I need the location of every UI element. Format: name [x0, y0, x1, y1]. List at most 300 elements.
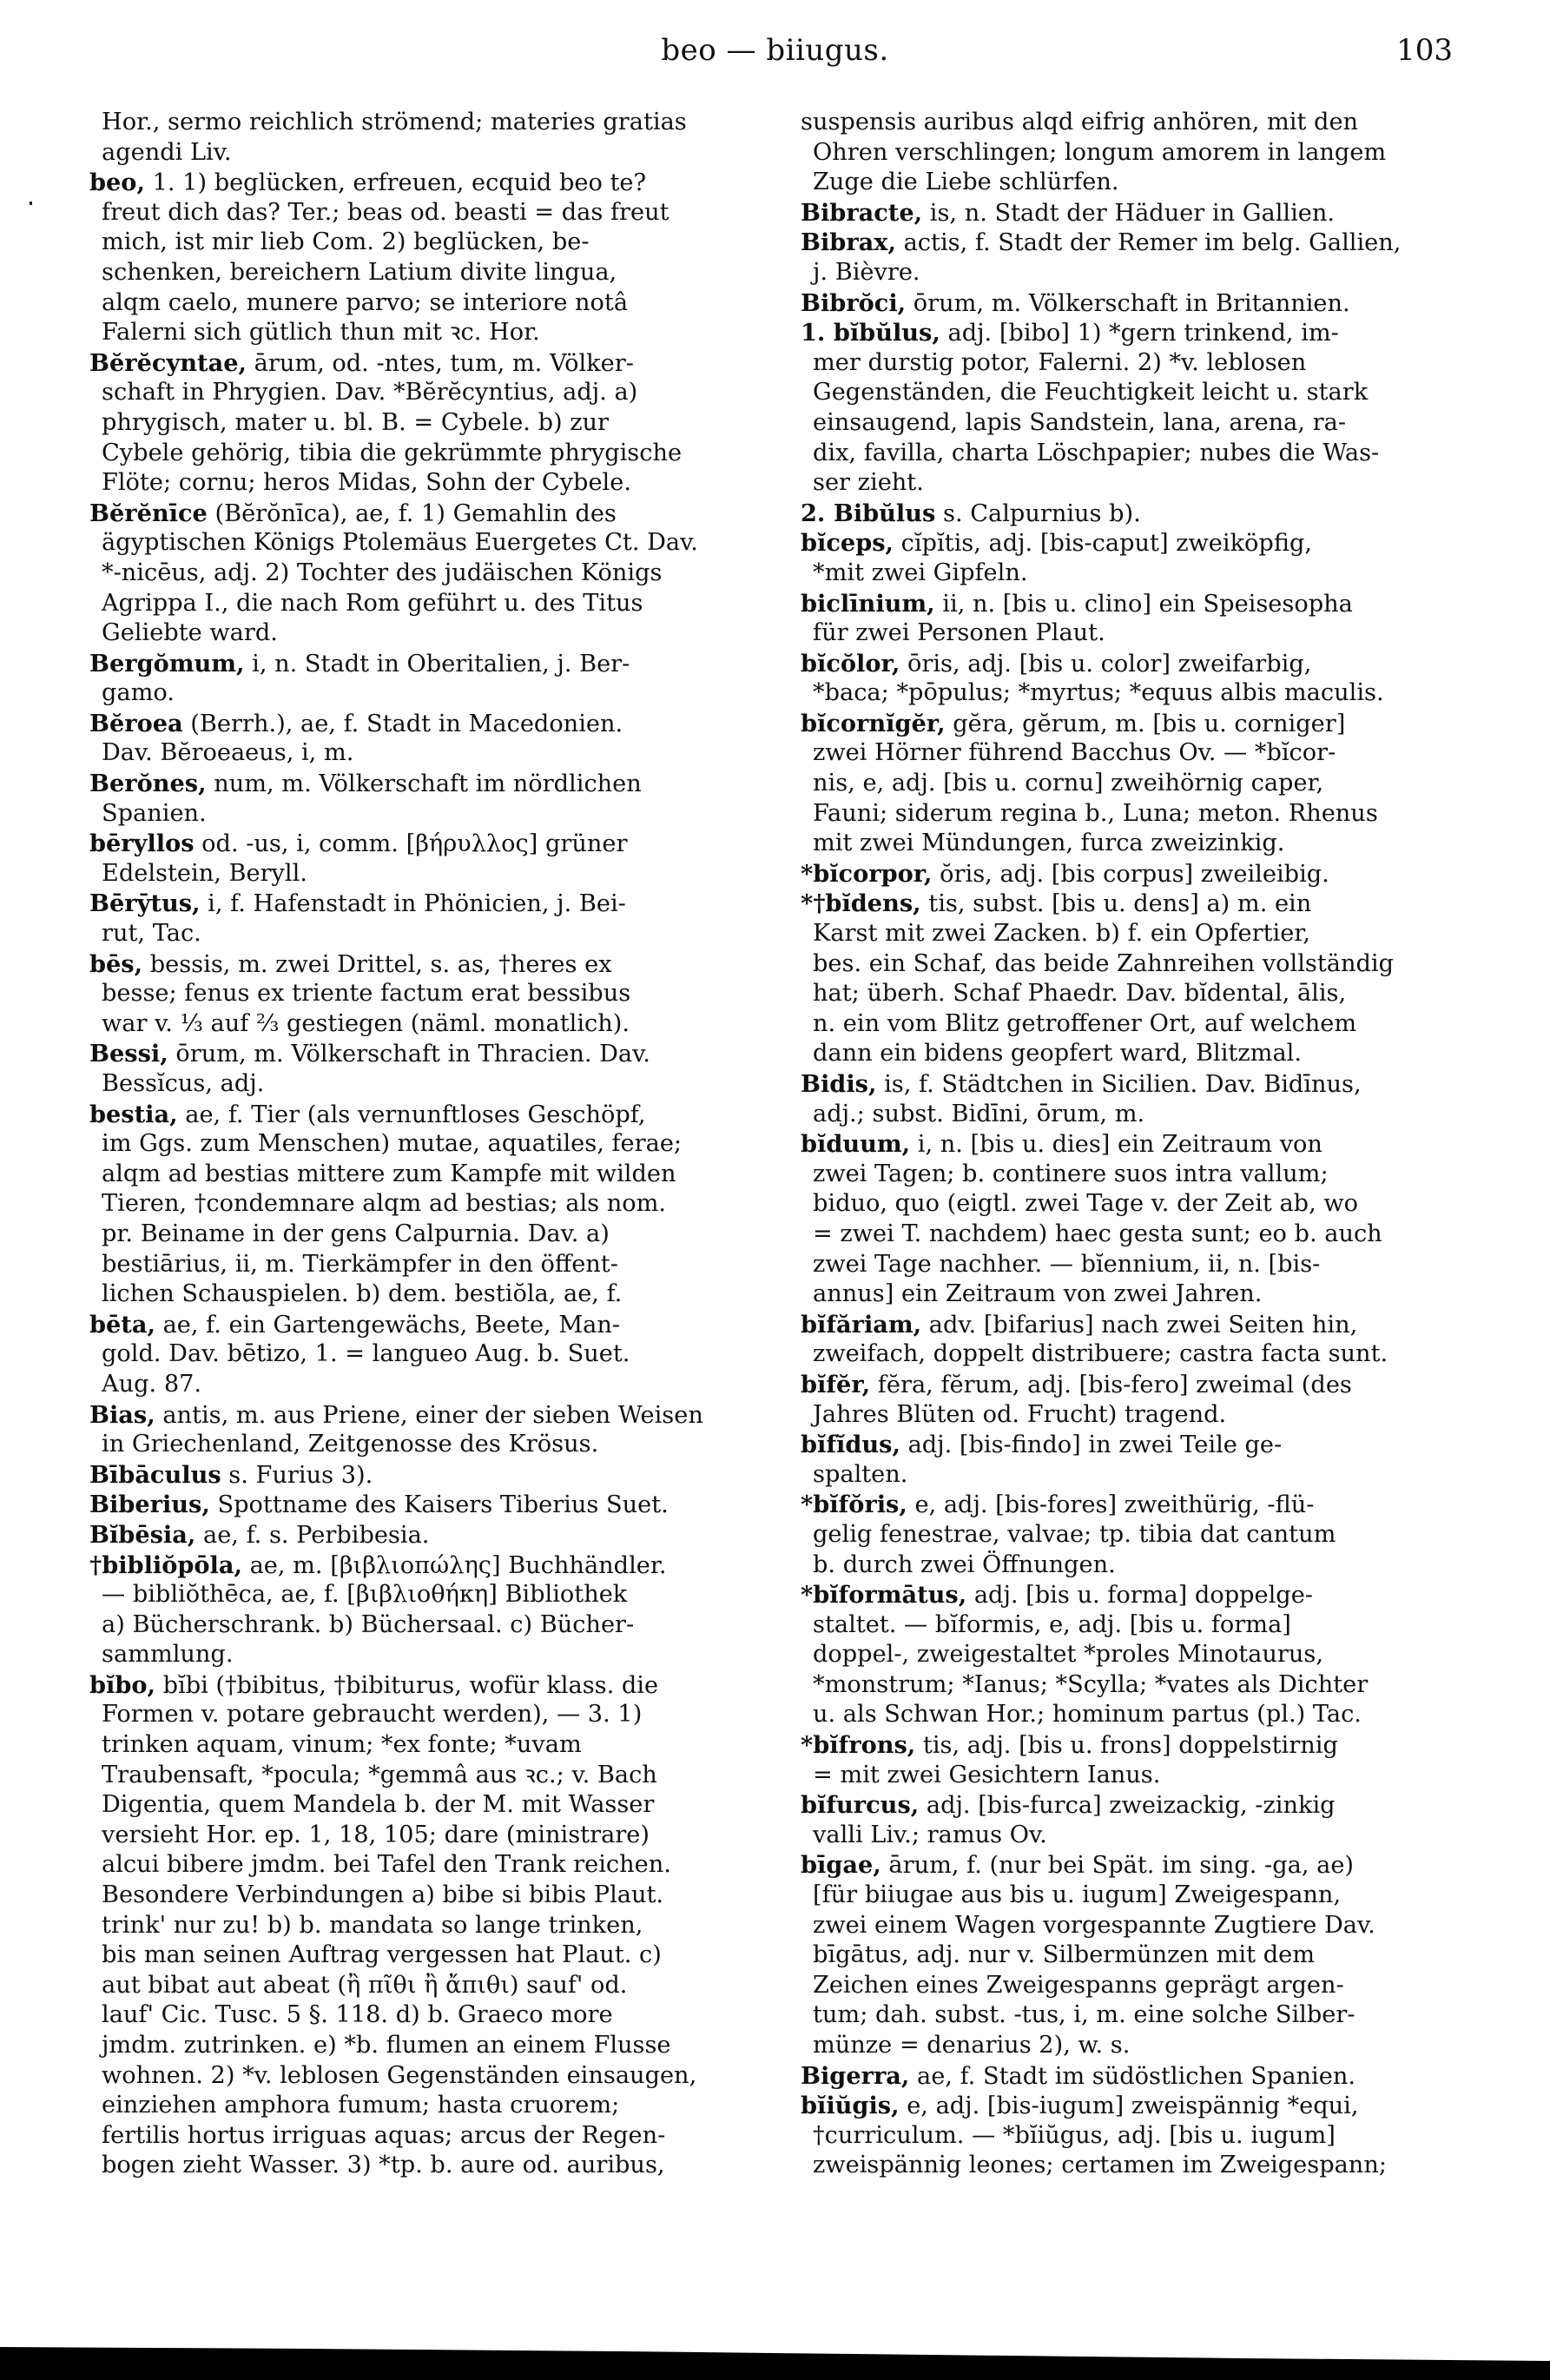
entry-text-line — [801, 1039, 1478, 1069]
headword: bĭfăriam, — [801, 1310, 922, 1339]
headword: bēs, — [89, 949, 143, 978]
headword: 1. bĭbŭlus, — [801, 319, 940, 347]
entry-text: *monstrum; *Ianus; *Scylla; *vates als Dichter — [813, 1670, 1369, 1698]
entry-text: Falerni sich gütlich thun mit ꝛc. Hor. — [102, 319, 540, 347]
headword: Bĕrĕnīce — [89, 499, 208, 527]
page-number: 103 — [1396, 33, 1453, 68]
entry-text: Cybele gehörig, tibia die gekrümmte phrygische — [102, 439, 683, 466]
entry-text: j. Bièvre. — [813, 258, 920, 286]
entry-text: ŏris, adj. [bis corpus] zweileibig. — [932, 860, 1329, 888]
entry-text-line — [801, 2121, 1478, 2152]
entry-text: bīgātus, adj. nur v. Silbermünzen mit dem — [813, 1941, 1315, 1969]
entry-text-line — [89, 258, 767, 288]
entry-text-line — [89, 1430, 767, 1460]
entry-text-line — [801, 1761, 1478, 1791]
entry-text: gold. Dav. bētizo, 1. = langueo Aug. b. Suet. — [102, 1340, 630, 1368]
headword: *bĭcorpor, — [801, 859, 933, 888]
headword: Bigerra, — [801, 2061, 910, 2090]
entry-headword-line — [801, 288, 1478, 319]
entry-text: Bessĭcus, adj. — [102, 1070, 265, 1097]
headword: Bĕrĕcyntae, — [89, 348, 247, 377]
entry-text: bessis, m. zwei Drittel, s. as, †heres ex — [142, 950, 612, 978]
entry-text: Aug. 87. — [102, 1370, 202, 1398]
entry-text: Digentia, quem Mandela b. der M. mit Wasser — [102, 1791, 655, 1819]
entry-text-line — [801, 2031, 1478, 2061]
entry-text: Karst mit zwei Zacken. b) f. ein Opfertier, — [813, 920, 1310, 948]
entry-text-line — [801, 1971, 1478, 2001]
headword: Bĕroea — [89, 709, 183, 737]
entry-text: (Berrh.), ae, f. Stadt in Macedonien. — [182, 710, 623, 737]
entry-text-line — [801, 979, 1478, 1009]
headword: 2. Bibŭlus — [801, 499, 936, 527]
entry-text-line — [801, 1911, 1478, 1941]
entry-text-line — [89, 108, 767, 138]
entry-text-line — [89, 1761, 767, 1791]
entry-headword-line — [801, 1069, 1478, 1100]
entry-text: n. ein vom Blitz getroffener Ort, auf welchem — [813, 1009, 1357, 1037]
entry-text: Tieren, †condemnare alqm ad bestias; als nom. — [102, 1190, 667, 1218]
headword: bĭfĭdus, — [801, 1431, 900, 1459]
entry-text: e, adj. [bis-fores] zweithürig, -flü- — [907, 1491, 1315, 1519]
scan-edge-shadow — [0, 2347, 1550, 2380]
entry-text-line — [89, 1700, 767, 1730]
entry-text: Zeichen eines Zweigespanns geprägt argen- — [813, 1971, 1344, 1999]
entry-text-line — [89, 198, 767, 228]
entry-text: besse; fenus ex triente factum erat bessibus — [102, 980, 631, 1008]
entry-text: Spottname des Kaisers Tiberius Suet. — [209, 1491, 669, 1519]
entry-headword-line — [89, 1400, 767, 1431]
entry-headword-line — [89, 1550, 767, 1581]
entry-text: ārum, od. -ntes, tum, m. Völker- — [246, 349, 634, 377]
entry-text: †curriculum. — *bĭiŭgus, adj. [bis u. iugum] — [813, 2121, 1336, 2149]
entry-text: ägyptischen Königs Ptolemäus Euergetes Ct. Dav. — [102, 529, 698, 557]
entry-text-line — [89, 559, 767, 589]
entry-text: ii, n. [bis u. clino] ein Speisesopha — [934, 590, 1353, 618]
entry-text-line — [801, 1640, 1478, 1670]
entry-text: Jahres Blüten od. Frucht) tragend. — [813, 1400, 1227, 1428]
entry-text: adv. [bifarius] nach zwei Seiten hin, — [921, 1311, 1358, 1339]
entry-text: schenken, bereichern Latium divite lingua, — [102, 258, 617, 286]
entry-text: ārum, f. (nur bei Spät. im sing. -ga, ae) — [881, 1852, 1355, 1880]
entry-headword-line — [801, 1580, 1478, 1610]
entry-text: ae, f. Tier (als vernunftloses Geschöpf, — [177, 1101, 646, 1128]
headword: beo, — [89, 169, 145, 197]
entry-text: actis, f. Stadt der Remer im belg. Gallien, — [895, 229, 1402, 257]
entry-text: biduo, quo (eigtl. zwei Tage v. der Zeit ab, wo — [813, 1190, 1359, 1218]
entry-text: dann ein bidens geopfert ward, Blitzmal. — [813, 1040, 1302, 1068]
entry-text: gamo. — [102, 679, 175, 707]
entry-text: aut bibat aut abeat (ἢ πῖθι ἢ ἄπιθι) sauf' od. — [102, 1971, 628, 1999]
entry-text-line — [89, 1220, 767, 1250]
entry-text: ōrum, m. Völkerschaft in Britannien. — [906, 289, 1350, 317]
headword: bĭfĕr, — [801, 1370, 871, 1398]
headword: *bĭfrons, — [801, 1731, 916, 1760]
entry-headword-line — [89, 829, 767, 859]
entry-text-line — [89, 468, 767, 499]
headword: bĭbo, — [89, 1670, 155, 1699]
entry-text: adj. [bibo] 1) *gern trinkend, im- — [940, 320, 1339, 347]
entry-text: mich, ist mir lieb Com. 2) beglücken, be- — [102, 228, 590, 256]
entry-text: Ohren verschlingen; longum amorem in langem — [813, 138, 1387, 166]
entry-text-line — [801, 1940, 1478, 1971]
entry-text-line — [801, 559, 1478, 589]
entry-text: rut, Tac. — [102, 920, 201, 948]
entry-text-line — [89, 1610, 767, 1641]
entry-text-line — [89, 1821, 767, 1851]
headword: †bibliŏpōla, — [89, 1550, 242, 1579]
headword: biclīnium, — [801, 589, 935, 618]
entry-text: mit zwei Mündungen, furca zweizinkig. — [813, 830, 1285, 857]
entry-headword-line — [89, 769, 767, 799]
entry-text-line — [801, 1460, 1478, 1491]
headword: bĭfurcus, — [801, 1791, 920, 1820]
entry-text: u. als Schwan Hor.; hominum partus (pl.) Tac. — [813, 1701, 1362, 1729]
headword: Bērȳtus, — [89, 889, 201, 918]
entry-text-line — [801, 1550, 1478, 1581]
entry-text: zwei Hörner führend Bacchus Ov. — *bĭcor- — [813, 739, 1336, 767]
entry-text-line — [89, 1940, 767, 1971]
entry-text: mer durstig potor, Falerni. 2) *v. leblosen — [813, 348, 1307, 376]
entry-headword-line — [801, 1370, 1478, 1400]
margin-mark — [30, 202, 32, 205]
entry-text: doppel-, zweigestaltet *proles Minotaurus, — [813, 1641, 1323, 1669]
entry-text: annus] ein Zeitraum von zwei Jahren. — [813, 1280, 1263, 1308]
entry-text: wohnen. 2) *v. leblosen Gegenständen einsaugen, — [102, 2061, 697, 2089]
entry-text: versieht Hor. ep. 1, 18, 105; dare (ministrare) — [102, 1821, 650, 1848]
entry-text-line — [89, 138, 767, 169]
entry-text: war v. ⅓ auf ⅔ gestiegen (näml. monatlich). — [102, 1009, 630, 1037]
entry-text: phrygisch, mater u. bl. B. = Cybele. b) zur — [102, 408, 610, 436]
entry-text: b. durch zwei Öffnungen. — [813, 1550, 1116, 1578]
entry-text-line — [801, 1250, 1478, 1280]
entry-text: = zwei T. nachdem) haec gesta sunt; eo b. auch — [813, 1220, 1382, 1247]
entry-text-line — [801, 1100, 1478, 1130]
entry-text-line — [801, 2151, 1478, 2181]
entry-text-line — [89, 979, 767, 1009]
entry-text-line — [801, 1520, 1478, 1550]
entry-text-line — [801, 678, 1478, 709]
headword: bestia, — [89, 1100, 178, 1128]
entry-text: zwei Tage nachher. — bĭennium, ii, n. [bis- — [813, 1250, 1321, 1278]
entry-text: Geliebte ward. — [102, 619, 278, 647]
entry-text: sammlung. — [102, 1641, 234, 1669]
entry-text: alqm caelo, munere parvo; se interiore notâ — [102, 288, 629, 316]
entry-headword-line — [801, 889, 1478, 919]
entry-text: suspensis auribus alqd eifrig anhören, mit den — [801, 109, 1359, 136]
headword: bĭcornĭgĕr, — [801, 709, 946, 737]
entry-text-line — [89, 1189, 767, 1220]
entry-text: — bibliŏthēca, ae, f. [βιβλιοθήκη] Bibliothek — [102, 1581, 628, 1609]
entry-headword-line — [801, 528, 1478, 559]
entry-text: Flöte; cornu; heros Midas, Sohn der Cybele. — [102, 469, 631, 497]
entry-headword-line — [89, 168, 767, 198]
entry-headword-line — [801, 859, 1478, 889]
entry-text-line — [89, 2031, 767, 2061]
entry-text: bĭbi (†bibitus, †bibiturus, wofür klass. die — [155, 1671, 659, 1699]
entry-text: i, n. Stadt in Oberitalien, j. Ber- — [244, 650, 630, 678]
entry-text: schaft in Phrygien. Dav. *Bĕrĕcyntius, adj. a) — [102, 379, 638, 407]
entry-text: od. -us, i, comm. [βήρυλλος] grüner — [194, 830, 628, 858]
headword: Bibrŏci, — [801, 288, 907, 317]
entry-text-line — [89, 618, 767, 649]
headword: Bĭbēsia, — [89, 1520, 196, 1549]
entry-text: Agrippa I., die nach Rom geführt u. des Titus — [102, 589, 643, 617]
entry-text: nis, e, adj. [bis u. cornu] zweihörnig caper, — [813, 770, 1324, 797]
entry-headword-line — [801, 649, 1478, 679]
entry-text-line — [801, 1881, 1478, 1911]
entry-headword-line — [89, 1100, 767, 1130]
entry-text: adj. [bis u. forma] doppelge- — [966, 1582, 1313, 1610]
entry-text: bestiārius, ii, m. Tierkämpfer in den öffent- — [102, 1250, 618, 1278]
entry-headword-line — [801, 2091, 1478, 2121]
entry-text: in Griechenland, Zeitgenosse des Krösus. — [102, 1431, 599, 1458]
entry-text: zweifach, doppelt distribuere; castra facta sunt. — [813, 1340, 1388, 1368]
headword: Bessi, — [89, 1040, 168, 1068]
entry-headword-line — [801, 198, 1478, 228]
entry-text-line — [89, 589, 767, 619]
entry-text-line — [89, 1640, 767, 1670]
entry-text: Dav. Bĕroeaeus, i, m. — [102, 739, 354, 767]
entry-text: münze = denarius 2), w. s. — [813, 2032, 1131, 2059]
entry-headword-line — [89, 1490, 767, 1520]
entry-text: s. Calpurnius b). — [935, 499, 1141, 527]
entry-text-line — [801, 348, 1478, 379]
entry-headword-line — [89, 348, 767, 379]
entry-text: lichen Schauspielen. b) dem. bestiŏla, ae, f. — [102, 1280, 623, 1308]
entry-text: trink' nur zu! b) b. mandata so lange trinken, — [102, 1911, 643, 1939]
entry-text: Besondere Verbindungen a) bibe si bibis Plaut. — [102, 1881, 664, 1909]
entry-text: i, n. [bis u. dies] ein Zeitraum von — [910, 1131, 1322, 1159]
entry-text: is, f. Städtchen in Sicilien. Dav. Bidīnus, — [876, 1071, 1362, 1098]
entry-text-line — [801, 468, 1478, 499]
entry-text-line — [801, 1821, 1478, 1851]
entry-text: gĕra, gĕrum, m. [bis u. corniger] — [945, 710, 1346, 737]
entry-text-line — [801, 618, 1478, 649]
entry-text-line — [801, 829, 1478, 859]
entry-text: ōris, adj. [bis u. color] zweifarbig, — [900, 650, 1312, 678]
entry-text: ae, f. Stadt im südöstlichen Spanien. — [909, 2062, 1355, 2090]
entry-headword-line — [801, 709, 1478, 739]
page-header — [0, 33, 1550, 76]
entry-text-line — [801, 1610, 1478, 1641]
headword: *bĭfŏris, — [801, 1491, 907, 1519]
entry-headword-line — [89, 1039, 767, 1069]
entry-text-line — [89, 1971, 767, 2001]
entry-text: lauf' Cic. Tusc. 5 §. 118. d) b. Graeco more — [102, 2001, 613, 2029]
entry-text: cĭpĭtis, adj. [bis-caput] zweiköpfig, — [893, 530, 1313, 558]
entry-text-line — [89, 378, 767, 408]
entry-text: Spanien. — [102, 799, 207, 827]
entry-text: zwei einem Wagen vorgespannte Zugtiere Dav. — [813, 1911, 1375, 1939]
entry-text: fĕra, fĕrum, adj. [bis-fero] zweimal (des — [870, 1371, 1352, 1398]
entry-text: Zuge die Liebe schlürfen. — [813, 169, 1119, 196]
headword: bēta, — [89, 1310, 155, 1339]
entry-text: für zwei Personen Plaut. — [813, 619, 1105, 647]
entry-headword-line — [89, 709, 767, 739]
entry-text: trinken aquam, vinum; *ex fonte; *uvam — [102, 1731, 582, 1759]
entry-text-line — [89, 1881, 767, 1911]
entry-headword-line — [801, 499, 1478, 529]
entry-text: *-nicēus, adj. 2) Tochter des judäischen Königs — [102, 559, 663, 586]
entry-headword-line — [89, 1310, 767, 1340]
entry-text-line — [89, 919, 767, 949]
entry-text: gelig fenestrae, valvae; tp. tibia dat cantum — [813, 1520, 1336, 1548]
entry-text-line — [89, 2000, 767, 2031]
entry-text: Hor., sermo reichlich strömend; materies gratias — [102, 109, 687, 136]
headword: bēryllos — [89, 830, 195, 858]
entry-headword-line — [801, 1730, 1478, 1761]
entry-text-line — [89, 228, 767, 258]
entry-text-line — [801, 1400, 1478, 1431]
entry-text-line — [89, 2091, 767, 2121]
headword: bĭceps, — [801, 529, 894, 558]
entry-text: is, n. Stadt der Häduer in Gallien. — [922, 199, 1336, 227]
entry-text: pr. Beiname in der gens Calpurnia. Dav. a) — [102, 1220, 610, 1247]
entry-headword-line — [89, 649, 767, 679]
entry-text-line — [801, 1279, 1478, 1310]
entry-text: Gegenständen, die Feuchtigkeit leicht u. stark — [813, 379, 1369, 407]
headword: bĭduum, — [801, 1130, 911, 1159]
entry-text-line — [801, 378, 1478, 408]
entry-text-line — [89, 2121, 767, 2152]
entry-text: adj. [bis-findo] in zwei Teile ge- — [900, 1431, 1283, 1459]
entry-headword-line — [801, 1310, 1478, 1340]
entry-text-line — [801, 1700, 1478, 1730]
entry-text: tis, adj. [bis u. frons] doppelstirnig — [915, 1732, 1338, 1760]
entry-text-line — [89, 2061, 767, 2092]
entry-text-line — [89, 799, 767, 830]
entry-text: a) Bücherschrank. b) Büchersaal. c) Bücher- — [102, 1610, 635, 1638]
entry-text-line — [89, 859, 767, 889]
entry-text: ōrum, m. Völkerschaft in Thracien. Dav. — [168, 1041, 650, 1068]
entry-text-line — [801, 2000, 1478, 2031]
entry-text-line — [89, 678, 767, 709]
right-column — [801, 108, 1478, 2181]
entry-text: antis, m. aus Priene, einer der sieben Weisen — [155, 1401, 703, 1429]
entry-headword-line — [89, 949, 767, 980]
headword: *†bĭdens, — [801, 889, 921, 918]
entry-text-line — [89, 1339, 767, 1370]
entry-text: Formen v. potare gebraucht werden), — 3. 1) — [102, 1701, 643, 1729]
headword: Bibracte, — [801, 198, 923, 227]
headword: Bibrax, — [801, 228, 896, 257]
entry-text: num, m. Völkerschaft im nördlichen — [206, 770, 642, 798]
entry-text: staltet. — bĭformis, e, adj. [bis u. forma] — [813, 1610, 1291, 1638]
entry-headword-line — [89, 1520, 767, 1550]
entry-text-line — [89, 528, 767, 559]
entry-text: = mit zwei Gesichtern Ianus. — [813, 1761, 1161, 1788]
entry-text-line — [801, 1670, 1478, 1701]
entry-text: ae, f. s. Perbibesia. — [195, 1521, 430, 1549]
entry-text: zweispännig leones; certamen im Zweigespann; — [813, 2152, 1387, 2179]
entry-text-line — [801, 408, 1478, 439]
entry-text: tis, subst. [bis u. dens] a) m. ein — [920, 890, 1312, 918]
entry-text-line — [89, 1790, 767, 1821]
entry-headword-line — [801, 228, 1478, 258]
entry-text: Edelstein, Beryll. — [102, 859, 307, 887]
entry-text: valli Liv.; ramus Ov. — [813, 1821, 1047, 1848]
entry-text-line — [89, 1009, 767, 1040]
entry-text-line — [89, 1069, 767, 1100]
entry-text: adj.; subst. Bidīni, ōrum, m. — [813, 1100, 1145, 1127]
entry-text: freut dich das? Ter.; beas od. beasti = das freut — [102, 198, 669, 226]
left-column — [89, 108, 767, 2181]
entry-text-line — [89, 1129, 767, 1160]
headword: bīgae, — [801, 1851, 881, 1880]
entry-headword-line — [89, 1670, 767, 1701]
entry-text-line — [801, 108, 1478, 138]
entry-text: fertilis hortus irriguas aquas; arcus der Regen- — [102, 2121, 666, 2149]
headword: Bībāculus — [89, 1460, 221, 1489]
entry-text: agendi Liv. — [102, 138, 232, 166]
headword: bĭcŏlor, — [801, 649, 900, 678]
entry-text: e, adj. [bis-iugum] zweispännig *equi, — [899, 2092, 1359, 2120]
entry-text: (Bĕrŏnīca), ae, f. 1) Gemahlin des — [207, 499, 617, 527]
entry-text: bis man seinen Auftrag vergessen hat Plaut. c) — [102, 1941, 662, 1969]
entry-text: Fauni; siderum regina b., Luna; meton. Rhenus — [813, 799, 1378, 827]
entry-text: spalten. — [813, 1460, 908, 1488]
entry-headword-line — [801, 1430, 1478, 1460]
entry-text-line — [89, 1370, 767, 1400]
entry-text-line — [89, 1160, 767, 1190]
headword: bĭiŭgis, — [801, 2092, 900, 2120]
entry-text: zwei Tagen; b. continere suos intra vallum; — [813, 1160, 1329, 1187]
entry-headword-line — [801, 1790, 1478, 1821]
entry-text-line — [801, 1160, 1478, 1190]
entry-text: ser zieht. — [813, 469, 924, 497]
entry-text-line — [89, 1250, 767, 1280]
entry-text: [für biiugae aus bis u. iugum] Zweigespann, — [813, 1881, 1342, 1909]
entry-text-line — [801, 168, 1478, 198]
entry-text: einsaugend, lapis Sandstein, lana, arena, ra- — [813, 408, 1347, 436]
entry-text: 1. 1) beglücken, erfreuen, ecquid beo te? — [144, 169, 647, 197]
entry-text-line — [801, 1339, 1478, 1370]
entry-text-line — [89, 1850, 767, 1881]
entry-headword-line — [801, 589, 1478, 619]
entry-text-line — [801, 439, 1478, 469]
entry-text: s. Furius 3). — [221, 1461, 373, 1489]
entry-text-line — [89, 1580, 767, 1610]
entry-text-line — [801, 799, 1478, 830]
entry-text-line — [801, 1189, 1478, 1220]
headword: Bidis, — [801, 1070, 877, 1098]
entry-headword-line — [89, 1460, 767, 1491]
entry-text-line — [801, 949, 1478, 980]
entry-text-line — [89, 1911, 767, 1941]
entry-text-line — [89, 1730, 767, 1761]
entry-headword-line — [89, 889, 767, 919]
entry-text: Traubensaft, *pocula; *gemmâ aus ꝛc.; v. Bach — [102, 1761, 657, 1788]
entry-text: i, f. Hafenstadt in Phönicien, j. Bei- — [200, 890, 626, 918]
entry-text: ae, f. ein Gartengewächs, Beete, Man- — [155, 1311, 621, 1339]
headword: *bĭformātus, — [801, 1581, 967, 1610]
entry-text: tum; dah. subst. -tus, i, m. eine solche Silber- — [813, 2001, 1355, 2029]
entry-text-line — [89, 1279, 767, 1310]
entry-text-line — [801, 919, 1478, 949]
entry-text: *baca; *pōpulus; *myrtus; *equus albis maculis. — [813, 679, 1384, 707]
entry-text-line — [801, 1220, 1478, 1250]
entry-text-line — [801, 769, 1478, 799]
entry-headword-line — [801, 318, 1478, 348]
entry-headword-line — [801, 2061, 1478, 2092]
entry-text: *mit zwei Gipfeln. — [813, 559, 1028, 586]
running-head: beo — biiugus. — [661, 33, 889, 68]
entry-text-line — [89, 288, 767, 319]
entry-text: im Ggs. zum Menschen) mutae, aquatiles, ferae; — [102, 1130, 683, 1158]
headword: Bergŏmum, — [89, 649, 245, 678]
entry-text-line — [801, 258, 1478, 288]
headword: Berŏnes, — [89, 770, 207, 798]
